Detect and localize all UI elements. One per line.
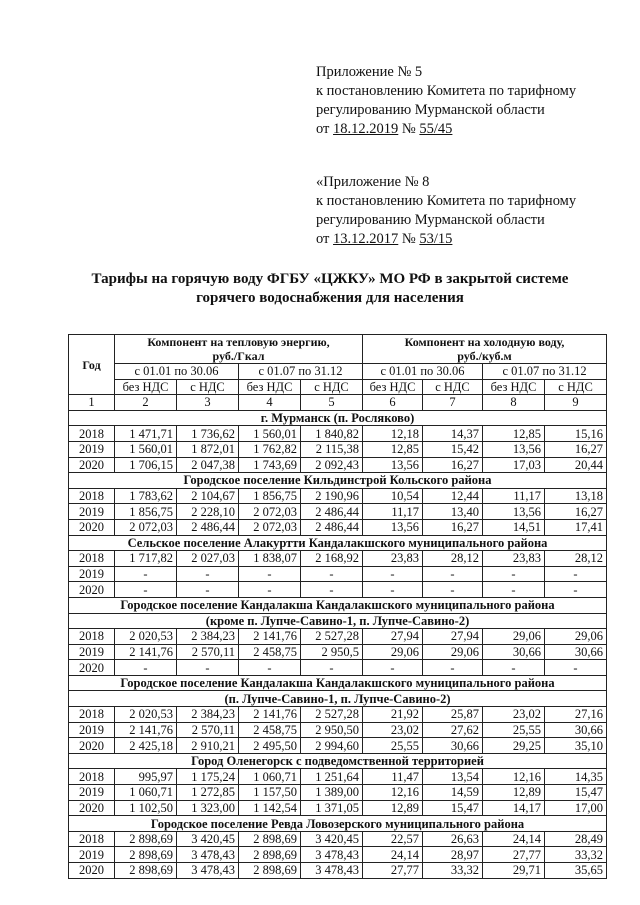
appendix-5-date: 18.12.2019 bbox=[333, 121, 399, 137]
tariff-cell: 28,12 bbox=[545, 551, 607, 567]
tariff-cell: 2 190,96 bbox=[301, 488, 363, 504]
appendix-5-number-prefix: № bbox=[398, 121, 420, 137]
table-row bbox=[69, 769, 607, 785]
tariff-cell: 22,57 bbox=[363, 831, 423, 847]
section-row bbox=[69, 675, 607, 691]
tariff-cell: 1 856,75 bbox=[239, 488, 301, 504]
year-cell: 2020 bbox=[69, 738, 115, 754]
tariff-cell: 1 060,71 bbox=[239, 769, 301, 785]
year-cell: 2020 bbox=[69, 800, 115, 816]
year-cell: 2018 bbox=[69, 488, 115, 504]
year-cell: 2019 bbox=[69, 504, 115, 520]
appendix-8-title: «Приложение № 8 bbox=[316, 174, 430, 190]
tariff-cell: 23,83 bbox=[363, 551, 423, 567]
tariff-cell: - bbox=[239, 566, 301, 582]
appendix-5-date-prefix: от bbox=[316, 121, 334, 137]
year-cell: 2020 bbox=[69, 519, 115, 535]
tariff-cell: 29,06 bbox=[545, 629, 607, 645]
tariff-cell: 995,97 bbox=[115, 769, 177, 785]
cold-component-header bbox=[363, 335, 607, 364]
tariff-cell: 2 141,76 bbox=[115, 644, 177, 660]
tariff-cell: 2 047,38 bbox=[177, 457, 239, 473]
tariff-cell: 28,49 bbox=[545, 831, 607, 847]
tariff-cell: 1 142,54 bbox=[239, 800, 301, 816]
tariff-cell: 1 856,75 bbox=[115, 504, 177, 520]
table-row bbox=[69, 519, 607, 535]
tariff-cell: 1 743,69 bbox=[239, 457, 301, 473]
vat-header: без НДС bbox=[483, 379, 545, 395]
tariff-cell: 15,42 bbox=[423, 441, 483, 457]
table-body bbox=[69, 410, 607, 878]
tariff-cell: 23,02 bbox=[363, 722, 423, 738]
table-row bbox=[69, 441, 607, 457]
table-row bbox=[69, 847, 607, 863]
tariff-cell: - bbox=[177, 660, 239, 676]
tariff-cell: - bbox=[115, 566, 177, 582]
tariff-cell: 16,27 bbox=[423, 457, 483, 473]
tariff-cell: - bbox=[177, 566, 239, 582]
table-row bbox=[69, 457, 607, 473]
tariff-cell: 2 072,03 bbox=[115, 519, 177, 535]
appendix-5-line2: к постановлению Комитета по тарифному bbox=[316, 83, 577, 99]
tariff-cell: 33,32 bbox=[423, 863, 483, 879]
tariff-cell: 1 736,62 bbox=[177, 426, 239, 442]
table-row bbox=[69, 582, 607, 598]
tariff-cell: - bbox=[483, 660, 545, 676]
document-title-line2: горячего водоснабжения для населения bbox=[196, 290, 464, 306]
tariff-cell: 1 560,01 bbox=[115, 441, 177, 457]
year-cell: 2018 bbox=[69, 629, 115, 645]
tariff-cell: 2 458,75 bbox=[239, 644, 301, 660]
year-cell: 2020 bbox=[69, 582, 115, 598]
tariff-cell: 1 706,15 bbox=[115, 457, 177, 473]
tariff-cell: 2 950,50 bbox=[301, 722, 363, 738]
tariff-cell: - bbox=[301, 582, 363, 598]
tariff-cell: 14,59 bbox=[423, 785, 483, 801]
table-row bbox=[69, 551, 607, 567]
tariff-cell: 10,54 bbox=[363, 488, 423, 504]
table-row bbox=[69, 426, 607, 442]
vat-header: с НДС bbox=[423, 379, 483, 395]
tariff-cell: - bbox=[423, 582, 483, 598]
tariff-cell: 14,37 bbox=[423, 426, 483, 442]
tariff-cell: 23,83 bbox=[483, 551, 545, 567]
tariff-cell: 24,14 bbox=[363, 847, 423, 863]
tariff-cell: 29,06 bbox=[363, 644, 423, 660]
tariff-cell: 35,65 bbox=[545, 863, 607, 879]
tariff-cell: 1 872,01 bbox=[177, 441, 239, 457]
tariff-cell: - bbox=[483, 566, 545, 582]
year-cell: 2018 bbox=[69, 426, 115, 442]
header-row-vat bbox=[69, 379, 607, 395]
tariff-cell: 17,03 bbox=[483, 457, 545, 473]
table-row bbox=[69, 504, 607, 520]
year-cell: 2019 bbox=[69, 441, 115, 457]
tariff-cell: 1 175,24 bbox=[177, 769, 239, 785]
tariff-cell: 25,55 bbox=[483, 722, 545, 738]
year-cell: 2019 bbox=[69, 644, 115, 660]
tariff-cell: 2 072,03 bbox=[239, 504, 301, 520]
cold-component-header-line1: Компонент на холодную воду, bbox=[404, 335, 565, 349]
period-header: с 01.01 по 30.06 bbox=[115, 364, 239, 380]
tariff-cell: - bbox=[363, 660, 423, 676]
tariff-cell: - bbox=[301, 566, 363, 582]
appendix-5-number: 55/45 bbox=[419, 121, 453, 137]
tariff-cell: - bbox=[545, 566, 607, 582]
vat-header: с НДС bbox=[177, 379, 239, 395]
year-cell: 2018 bbox=[69, 769, 115, 785]
section-title: Городское поселение Кильдинстрой Кольского района bbox=[69, 473, 607, 489]
column-number: 9 bbox=[545, 395, 607, 411]
tariff-cell: 14,35 bbox=[545, 769, 607, 785]
table-row bbox=[69, 566, 607, 582]
heat-component-header-line2: руб./Гкал bbox=[212, 349, 265, 363]
tariff-cell: 2 486,44 bbox=[301, 519, 363, 535]
vat-header: с НДС bbox=[545, 379, 607, 395]
tariff-cell: 29,25 bbox=[483, 738, 545, 754]
tariff-cell: 3 478,43 bbox=[301, 847, 363, 863]
tariff-cell: 3 478,43 bbox=[301, 863, 363, 879]
tariff-cell: 2 994,60 bbox=[301, 738, 363, 754]
tariff-cell: 2 384,23 bbox=[177, 707, 239, 723]
tariff-cell: 2 527,28 bbox=[301, 629, 363, 645]
tariff-cell: 2 228,10 bbox=[177, 504, 239, 520]
tariff-cell: - bbox=[363, 582, 423, 598]
tariff-cell: 24,14 bbox=[483, 831, 545, 847]
year-cell: 2018 bbox=[69, 707, 115, 723]
tariff-cell: 2 527,28 bbox=[301, 707, 363, 723]
tariff-cell: 35,10 bbox=[545, 738, 607, 754]
appendix-8-date-line bbox=[316, 230, 576, 249]
header-row-components bbox=[69, 335, 607, 364]
tariff-cell: 2 072,03 bbox=[239, 519, 301, 535]
tariff-cell: 2 092,43 bbox=[301, 457, 363, 473]
tariff-cell: 13,18 bbox=[545, 488, 607, 504]
tariff-cell: - bbox=[483, 582, 545, 598]
tariff-cell: 1 783,62 bbox=[115, 488, 177, 504]
year-cell: 2020 bbox=[69, 457, 115, 473]
tariff-cell: - bbox=[301, 660, 363, 676]
column-number: 4 bbox=[239, 395, 301, 411]
tariff-cell: 2 898,69 bbox=[115, 863, 177, 879]
tariff-cell: 2 027,03 bbox=[177, 551, 239, 567]
period-header: с 01.07 по 31.12 bbox=[483, 364, 607, 380]
column-number: 5 bbox=[301, 395, 363, 411]
appendix-8-date-prefix: от bbox=[316, 231, 334, 247]
section-row bbox=[69, 597, 607, 613]
document-title bbox=[70, 270, 590, 308]
vat-header: без НДС bbox=[239, 379, 301, 395]
column-number: 1 bbox=[69, 395, 115, 411]
tariff-cell: 15,16 bbox=[545, 426, 607, 442]
tariff-cell: 12,16 bbox=[363, 785, 423, 801]
tariff-cell: 1 838,07 bbox=[239, 551, 301, 567]
tariff-cell: 13,56 bbox=[363, 457, 423, 473]
section-title: (п. Лупче-Савино-1, п. Лупче-Савино-2) bbox=[69, 691, 607, 707]
column-number: 6 bbox=[363, 395, 423, 411]
cold-component-header-line2: руб./куб.м bbox=[457, 349, 512, 363]
document-title-line1: Тарифы на горячую воду ФГБУ «ЦЖКУ» МО РФ в закрытой системе bbox=[91, 271, 569, 287]
section-title: Городское поселение Кандалакша Кандалакшского муниципального района bbox=[69, 597, 607, 613]
tariff-cell: 2 495,50 bbox=[239, 738, 301, 754]
tariff-cell: 3 478,43 bbox=[177, 863, 239, 879]
appendix-5-title: Приложение № 5 bbox=[316, 64, 423, 80]
tariff-cell: 11,17 bbox=[483, 488, 545, 504]
year-cell: 2020 bbox=[69, 660, 115, 676]
tariff-cell: - bbox=[423, 660, 483, 676]
year-cell: 2019 bbox=[69, 785, 115, 801]
tariff-cell: 1 251,64 bbox=[301, 769, 363, 785]
tariff-cell: 11,47 bbox=[363, 769, 423, 785]
section-title: Городское поселение Ревда Ловозерского муниципального района bbox=[69, 816, 607, 832]
column-number: 3 bbox=[177, 395, 239, 411]
tariff-cell: 26,63 bbox=[423, 831, 483, 847]
tariff-cell: 2 486,44 bbox=[177, 519, 239, 535]
tariff-cell: 27,77 bbox=[483, 847, 545, 863]
year-cell: 2019 bbox=[69, 566, 115, 582]
tariff-cell: 25,55 bbox=[363, 738, 423, 754]
tariff-cell: 2 115,38 bbox=[301, 441, 363, 457]
year-cell: 2018 bbox=[69, 831, 115, 847]
tariff-cell: - bbox=[239, 660, 301, 676]
tariff-cell: 3 478,43 bbox=[177, 847, 239, 863]
tariff-cell: 30,66 bbox=[545, 722, 607, 738]
tariff-cell: - bbox=[177, 582, 239, 598]
section-title: Сельское поселение Алакуртти Кандалакшского муниципального района bbox=[69, 535, 607, 551]
year-cell: 2019 bbox=[69, 847, 115, 863]
tariff-cell: 12,44 bbox=[423, 488, 483, 504]
tariff-cell: 1 371,05 bbox=[301, 800, 363, 816]
tariff-cell: - bbox=[363, 566, 423, 582]
tariff-cell: 28,97 bbox=[423, 847, 483, 863]
tariff-cell: 1 471,71 bbox=[115, 426, 177, 442]
tariff-cell: 2 384,23 bbox=[177, 629, 239, 645]
tariff-cell: 2 458,75 bbox=[239, 722, 301, 738]
tariff-cell: 12,16 bbox=[483, 769, 545, 785]
period-header: с 01.07 по 31.12 bbox=[239, 364, 363, 380]
tariff-cell: 23,02 bbox=[483, 707, 545, 723]
column-number: 7 bbox=[423, 395, 483, 411]
section-title: Городское поселение Кандалакша Кандалакшского муниципального района bbox=[69, 675, 607, 691]
table-row bbox=[69, 722, 607, 738]
tariff-cell: 1 389,00 bbox=[301, 785, 363, 801]
appendix-8-header bbox=[316, 173, 576, 249]
appendix-8-line2: к постановлению Комитета по тарифному bbox=[316, 193, 577, 209]
table-row bbox=[69, 785, 607, 801]
tariff-cell: 29,71 bbox=[483, 863, 545, 879]
tariff-cell: 12,85 bbox=[363, 441, 423, 457]
tariff-cell: 12,89 bbox=[483, 785, 545, 801]
tariff-cell: 1 762,82 bbox=[239, 441, 301, 457]
table-row bbox=[69, 644, 607, 660]
tariff-cell: 2 898,69 bbox=[115, 847, 177, 863]
tariff-cell: 13,56 bbox=[363, 519, 423, 535]
table-row bbox=[69, 629, 607, 645]
section-row bbox=[69, 753, 607, 769]
table-row bbox=[69, 707, 607, 723]
tariff-cell: 29,06 bbox=[483, 629, 545, 645]
appendix-8-number-prefix: № bbox=[398, 231, 420, 247]
tariff-cell: - bbox=[115, 582, 177, 598]
appendix-8-date: 13.12.2017 bbox=[333, 231, 399, 247]
appendix-8-line3: регулированию Мурманской области bbox=[316, 212, 545, 228]
tariff-cell: 13,40 bbox=[423, 504, 483, 520]
table-row bbox=[69, 488, 607, 504]
tariff-cell: 2 486,44 bbox=[301, 504, 363, 520]
table-row bbox=[69, 800, 607, 816]
table-row bbox=[69, 863, 607, 879]
tariff-cell: 12,18 bbox=[363, 426, 423, 442]
appendix-5-line3: регулированию Мурманской области bbox=[316, 102, 545, 118]
column-number: 8 bbox=[483, 395, 545, 411]
tariff-cell: 2 020,53 bbox=[115, 707, 177, 723]
tariff-cell: 30,66 bbox=[483, 644, 545, 660]
section-row bbox=[69, 535, 607, 551]
tariff-cell: 13,56 bbox=[483, 504, 545, 520]
tariff-table bbox=[68, 334, 607, 879]
tariff-cell: 14,51 bbox=[483, 519, 545, 535]
tariff-cell: 3 420,45 bbox=[177, 831, 239, 847]
appendix-5-header bbox=[316, 63, 576, 139]
tariff-cell: 1 717,82 bbox=[115, 551, 177, 567]
tariff-cell: 16,27 bbox=[545, 441, 607, 457]
tariff-cell: 33,32 bbox=[545, 847, 607, 863]
tariff-cell: - bbox=[239, 582, 301, 598]
tariff-cell: 2 898,69 bbox=[239, 863, 301, 879]
tariff-cell: 14,17 bbox=[483, 800, 545, 816]
tariff-cell: 15,47 bbox=[423, 800, 483, 816]
tariff-cell: 11,17 bbox=[363, 504, 423, 520]
section-row bbox=[69, 410, 607, 426]
tariff-cell: 2 570,11 bbox=[177, 644, 239, 660]
tariff-cell: 27,77 bbox=[363, 863, 423, 879]
year-cell: 2020 bbox=[69, 863, 115, 879]
tariff-cell: 2 910,21 bbox=[177, 738, 239, 754]
appendix-5-date-line bbox=[316, 120, 576, 139]
tariff-cell: 1 060,71 bbox=[115, 785, 177, 801]
tariff-cell: 1 157,50 bbox=[239, 785, 301, 801]
tariff-cell: 27,94 bbox=[363, 629, 423, 645]
tariff-cell: 17,00 bbox=[545, 800, 607, 816]
section-row bbox=[69, 816, 607, 832]
tariff-cell: 16,27 bbox=[545, 504, 607, 520]
tariff-cell: 2 425,18 bbox=[115, 738, 177, 754]
tariff-cell: 13,56 bbox=[483, 441, 545, 457]
tariff-cell: - bbox=[545, 660, 607, 676]
tariff-cell: 25,87 bbox=[423, 707, 483, 723]
tariff-cell: 2 168,92 bbox=[301, 551, 363, 567]
tariff-cell: 2 020,53 bbox=[115, 629, 177, 645]
column-number: 2 bbox=[115, 395, 177, 411]
tariff-cell: 29,06 bbox=[423, 644, 483, 660]
section-row bbox=[69, 613, 607, 629]
heat-component-header-line1: Компонент на тепловую энергию, bbox=[147, 335, 330, 349]
heat-component-header bbox=[115, 335, 363, 364]
table-row bbox=[69, 660, 607, 676]
tariff-cell: 2 898,69 bbox=[239, 847, 301, 863]
tariff-cell: 2 141,76 bbox=[115, 722, 177, 738]
tariff-cell: 2 898,69 bbox=[239, 831, 301, 847]
tariff-cell: 2 898,69 bbox=[115, 831, 177, 847]
section-title: Город Оленегорск с подведомственной территорией bbox=[69, 753, 607, 769]
appendix-8-number: 53/15 bbox=[419, 231, 453, 247]
tariff-cell: 28,12 bbox=[423, 551, 483, 567]
tariff-cell: 12,89 bbox=[363, 800, 423, 816]
section-row bbox=[69, 691, 607, 707]
table-header bbox=[69, 335, 607, 411]
tariff-cell: 1 102,50 bbox=[115, 800, 177, 816]
tariff-cell: 1 840,82 bbox=[301, 426, 363, 442]
tariff-cell: 27,16 bbox=[545, 707, 607, 723]
tariff-cell: - bbox=[545, 582, 607, 598]
tariff-cell: 3 420,45 bbox=[301, 831, 363, 847]
tariff-cell: 2 141,76 bbox=[239, 707, 301, 723]
tariff-cell: 12,85 bbox=[483, 426, 545, 442]
tariff-cell: 2 950,5 bbox=[301, 644, 363, 660]
tariff-cell: 21,92 bbox=[363, 707, 423, 723]
vat-header: без НДС bbox=[115, 379, 177, 395]
year-cell: 2018 bbox=[69, 551, 115, 567]
tariff-cell: 16,27 bbox=[423, 519, 483, 535]
tariff-cell: 15,47 bbox=[545, 785, 607, 801]
tariff-cell: 30,66 bbox=[545, 644, 607, 660]
table-row bbox=[69, 831, 607, 847]
tariff-cell: 2 104,67 bbox=[177, 488, 239, 504]
tariff-cell: - bbox=[115, 660, 177, 676]
header-row-column-numbers bbox=[69, 395, 607, 411]
tariff-cell: 1 560,01 bbox=[239, 426, 301, 442]
table-row bbox=[69, 738, 607, 754]
tariff-cell: 2 141,76 bbox=[239, 629, 301, 645]
tariff-cell: 27,94 bbox=[423, 629, 483, 645]
tariff-cell: 2 570,11 bbox=[177, 722, 239, 738]
year-column-header: Год bbox=[69, 335, 115, 395]
vat-header: с НДС bbox=[301, 379, 363, 395]
section-title: г. Мурманск (п. Росляково) bbox=[69, 410, 607, 426]
tariff-cell: 1 323,00 bbox=[177, 800, 239, 816]
tariff-cell: 27,62 bbox=[423, 722, 483, 738]
tariff-cell: 13,54 bbox=[423, 769, 483, 785]
tariff-cell: 17,41 bbox=[545, 519, 607, 535]
tariff-cell: - bbox=[423, 566, 483, 582]
vat-header: без НДС bbox=[363, 379, 423, 395]
period-header: с 01.01 по 30.06 bbox=[363, 364, 483, 380]
tariff-cell: 1 272,85 bbox=[177, 785, 239, 801]
section-row bbox=[69, 473, 607, 489]
tariff-cell: 20,44 bbox=[545, 457, 607, 473]
header-row-periods bbox=[69, 364, 607, 380]
section-title: (кроме п. Лупче-Савино-1, п. Лупче-Савино-2) bbox=[69, 613, 607, 629]
tariff-cell: 30,66 bbox=[423, 738, 483, 754]
year-cell: 2019 bbox=[69, 722, 115, 738]
